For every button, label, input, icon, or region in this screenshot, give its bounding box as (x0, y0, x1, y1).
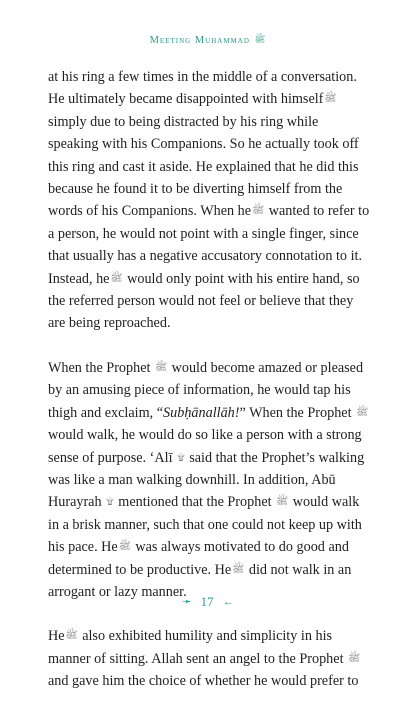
text-run: wanted to refer to a person, he would not point with a single finger, since that usually has a negative accusatory connotation to it. Instead, he (48, 203, 370, 287)
ornament-left-icon: ➛ (182, 596, 192, 608)
ornament-right-icon: ← (222, 596, 234, 608)
text-run: mentioned that the Prophet (114, 494, 276, 511)
running-head (0, 33, 416, 47)
italic-text-run: Subḥānallāh! (163, 404, 240, 421)
page-number: 17 (200, 594, 214, 609)
running-head-title: Meeting Muhammad (149, 35, 250, 46)
paragraph (48, 357, 372, 603)
text-run: would only point with his entire hand, so the referred person would not feel or believe that they are being reproached. (48, 270, 360, 332)
salawat-seal-icon: ﷺ (348, 652, 361, 664)
salawat-seal-icon: ﷺ (252, 205, 265, 217)
text-run: would walk, he would do so like a person with a strong sense of purpose. ‘Alī (48, 427, 362, 466)
text-run: When the Prophet (48, 359, 154, 376)
text-run: was always motivated to do good and determined to be productive. He (48, 539, 349, 578)
text-run: would become amazed or pleased by an amusing piece of information, he would tap his thigh and exclaim, “ (48, 359, 364, 421)
salawat-seal-icon: ﷺ (154, 361, 168, 373)
salawat-seal-icon: ﷺ (276, 496, 289, 508)
text-run: and gave him the choice of whether he would prefer to (48, 673, 359, 690)
text-run: would walk in a brisk manner, such that one could not keep up with his pace. He (48, 494, 362, 556)
text-run: did not walk in an arrogant or lazy manner. (48, 561, 352, 600)
salawat-seal-icon: ﷺ (324, 93, 337, 105)
salawat-seal-icon: ﷺ (356, 406, 369, 418)
body-text (48, 66, 372, 715)
text-run: said that the Prophet’s walking was like a man walking downhill. In addition, Abū Hurayrah (48, 449, 365, 511)
page-footer (0, 594, 416, 610)
text-run: ” When the Prophet (239, 404, 356, 421)
salawat-seal-icon: ﷺ (118, 541, 131, 553)
radiya-seal-icon: ۩ (106, 496, 114, 508)
text-run: also exhibited humility and simplicity in his manner of sitting. Allah sent an angel to the Prophet (48, 628, 348, 667)
text-run: simply due to being distracted by his ring while speaking with his Companions. So he actually took off this ring and cast it aside. He explained that he did this because he found it to be diverting himself from the words of his Companions. When he (48, 113, 359, 220)
text-run: He (48, 628, 65, 645)
paragraph (48, 625, 372, 692)
paragraph (48, 66, 372, 335)
salawat-seal-icon: ﷺ (110, 272, 123, 284)
radiya-seal-icon: ۩ (177, 451, 185, 463)
salawat-seal-icon: ﷺ (232, 563, 245, 575)
honorific-icon: ﷺ (254, 34, 266, 44)
text-run: at his ring a few times in the middle of a conversation. He ultimately became disappointed with himself (48, 69, 357, 108)
salawat-seal-icon: ﷺ (65, 630, 78, 642)
